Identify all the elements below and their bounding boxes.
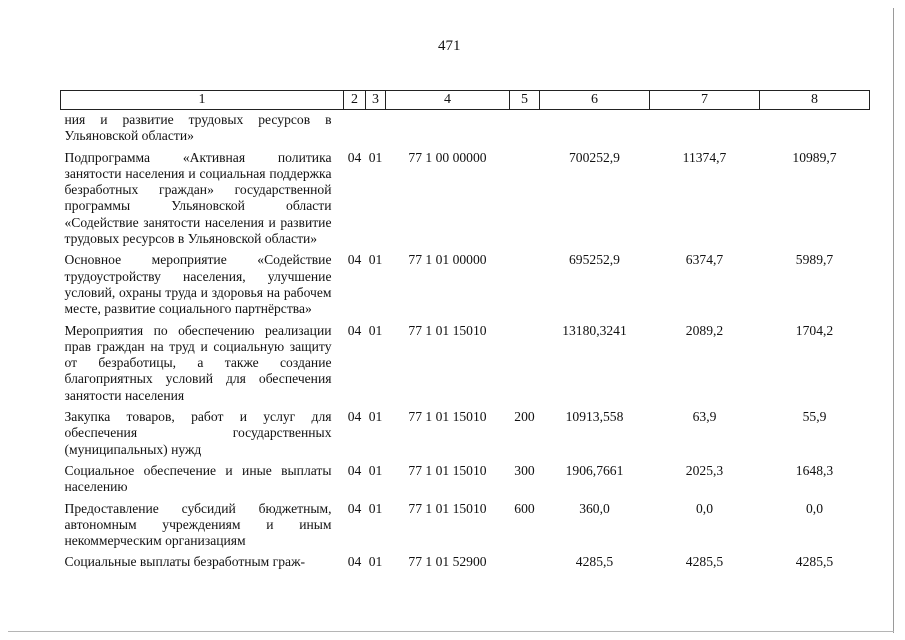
row-section: 04 xyxy=(347,252,362,268)
page-frame-bottom-edge xyxy=(8,631,894,632)
table-row xyxy=(61,247,870,317)
row-value-6: 13180,3241 xyxy=(562,322,627,338)
row-target-code: 77 1 01 15010 xyxy=(408,500,487,516)
row-expense-type xyxy=(510,145,540,248)
page-frame-right-edge xyxy=(893,8,894,633)
row-value-8: 4285,5 xyxy=(795,554,834,570)
row-value-7: 4285,5 xyxy=(685,554,724,570)
row-value-7: 11374,7 xyxy=(682,149,727,165)
row-subsection: 01 xyxy=(368,554,383,570)
row-section: 04 xyxy=(347,409,362,425)
row-target-code: 77 1 01 00000 xyxy=(408,252,487,268)
row-section: 04 xyxy=(347,322,362,338)
row-value-6: 1906,7661 xyxy=(565,462,624,478)
row-name: Предоставление субсидий бюджетным, автономным учреждениям и иным некоммерческим организациям xyxy=(64,500,332,549)
row-value-8: 1704,2 xyxy=(795,322,834,338)
row-value-8: 55,9 xyxy=(802,409,827,425)
column-header-1: 1 xyxy=(61,91,344,110)
row-target-code: 77 1 01 15010 xyxy=(408,462,487,478)
row-subsection: 01 xyxy=(368,500,383,516)
row-value-7: 63,9 xyxy=(692,409,717,425)
header-row xyxy=(61,91,870,110)
row-target-code: 77 1 01 15010 xyxy=(408,322,487,338)
row-value-6: 10913,558 xyxy=(565,409,624,425)
row-section xyxy=(344,110,366,145)
column-header-7: 7 xyxy=(650,91,760,110)
row-expense-type xyxy=(510,318,540,404)
row-value-6 xyxy=(540,110,650,145)
row-value-8: 0,0 xyxy=(806,500,823,516)
column-header-5: 5 xyxy=(510,91,540,110)
column-header-6: 6 xyxy=(540,91,650,110)
row-expense-type xyxy=(510,549,540,576)
table-row xyxy=(61,145,870,248)
row-expense-type: 300 xyxy=(514,462,535,478)
column-header-2: 2 xyxy=(344,91,366,110)
row-section: 04 xyxy=(347,554,362,570)
row-subsection: 01 xyxy=(368,252,383,268)
row-expense-type: 200 xyxy=(514,409,535,425)
row-value-8: 10989,7 xyxy=(792,149,837,165)
row-section: 04 xyxy=(347,149,362,165)
table-row xyxy=(61,318,870,404)
row-name: Социальное обеспечение и иные выплаты населению xyxy=(64,462,332,495)
row-value-8 xyxy=(760,110,870,145)
row-value-7: 2025,3 xyxy=(685,462,724,478)
column-header-8: 8 xyxy=(760,91,870,110)
row-target-code: 77 1 01 15010 xyxy=(408,409,487,425)
table-row xyxy=(61,496,870,550)
row-name: Основное мероприятие «Содействие трудоустройству населения, улучшение условий, охраны труда и здоровья на рабочем месте, развитие социального партнёрства» xyxy=(64,252,332,317)
column-header-4: 4 xyxy=(386,91,510,110)
table-row xyxy=(61,110,870,145)
row-expense-type: 600 xyxy=(514,500,535,516)
row-target-code: 77 1 00 00000 xyxy=(408,149,487,165)
row-subsection xyxy=(366,110,386,145)
row-subsection: 01 xyxy=(368,149,383,165)
row-section: 04 xyxy=(347,462,362,478)
column-header-3: 3 xyxy=(366,91,386,110)
row-value-7 xyxy=(650,110,760,145)
row-value-6: 700252,9 xyxy=(569,149,620,165)
table-row xyxy=(61,549,870,576)
row-value-6: 695252,9 xyxy=(569,252,620,268)
row-value-7: 6374,7 xyxy=(685,252,724,268)
row-value-8: 5989,7 xyxy=(795,252,834,268)
table-row xyxy=(61,458,870,496)
row-target-code xyxy=(386,110,510,145)
row-subsection: 01 xyxy=(368,409,383,425)
row-name: Мероприятия по обеспечению реализации прав граждан на труд и социальную защиту от безработицы, а также создание благоприятных условий для обеспечения занятости населения xyxy=(64,322,332,403)
row-value-6: 360,0 xyxy=(579,500,610,516)
row-section: 04 xyxy=(347,500,362,516)
row-expense-type xyxy=(510,110,540,145)
row-subsection: 01 xyxy=(368,322,383,338)
row-expense-type xyxy=(510,247,540,317)
row-name: ния и развитие трудовых ресурсов в Ульяновской области» xyxy=(64,112,332,144)
row-name: Подпрограмма «Активная политика занятости населения и социальная поддержка безработных граждан» государственной программы Ульяновской области «Содействие занятости населения и развитие трудовых ресурсов в Ульяновской области» xyxy=(64,149,332,247)
row-value-6: 4285,5 xyxy=(575,554,614,570)
row-name: Закупка товаров, работ и услуг для обеспечения государственных (муниципальных) нужд xyxy=(64,409,332,457)
row-value-7: 0,0 xyxy=(696,500,713,516)
row-name: Социальные выплаты безработным граж- xyxy=(64,554,305,570)
table-row xyxy=(61,404,870,458)
row-target-code: 77 1 01 52900 xyxy=(408,554,487,570)
budget-table xyxy=(60,90,870,576)
row-value-7: 2089,2 xyxy=(685,322,724,338)
row-subsection: 01 xyxy=(368,462,383,478)
page-number: 471 xyxy=(438,38,461,54)
row-value-8: 1648,3 xyxy=(795,462,834,478)
